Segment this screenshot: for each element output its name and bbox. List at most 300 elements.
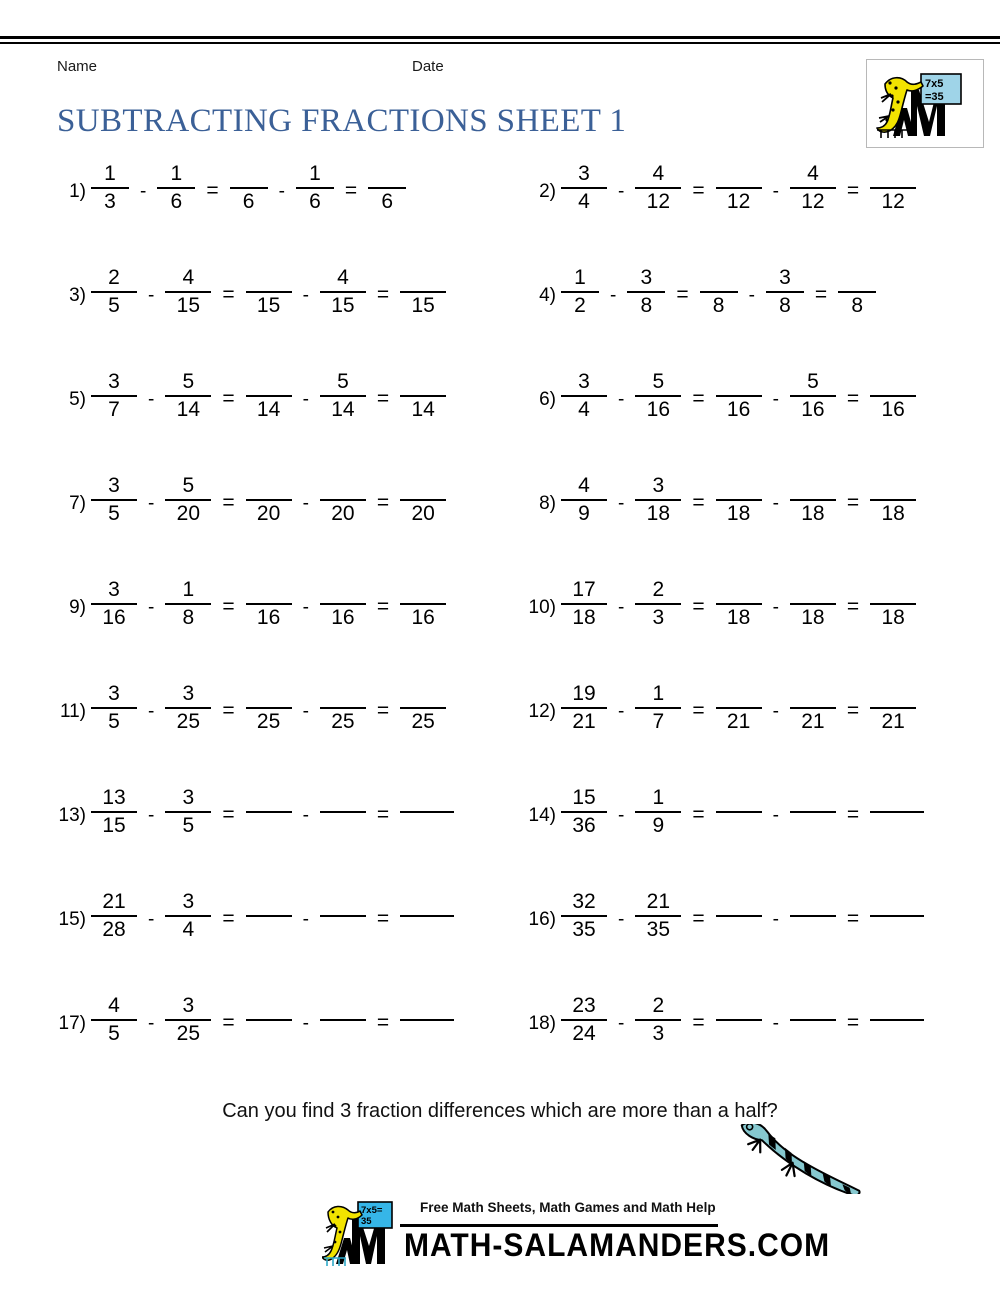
fraction-operand-2-denominator[interactable]: 6 — [170, 190, 183, 213]
answer-slot-2-bar — [766, 291, 804, 293]
fraction-operand-2-denominator[interactable]: 25 — [176, 710, 200, 733]
answer-slot-final-denominator[interactable]: 21 — [881, 710, 905, 733]
equals-operator: = — [376, 491, 390, 514]
fraction-operand-1-numerator[interactable]: 13 — [102, 785, 126, 809]
minus-operator: - — [302, 493, 309, 514]
answer-slot-1-bar — [246, 915, 292, 917]
minus-operator: - — [772, 701, 779, 722]
answer-slot-final — [400, 784, 454, 841]
problem-number: 1) — [69, 181, 86, 202]
fraction-operand-1-numerator[interactable]: 3 — [578, 161, 590, 185]
problem-number: 9) — [69, 597, 86, 618]
answer-slot-1-bar — [716, 187, 762, 189]
answer-slot-2-denominator[interactable]: 8 — [779, 294, 791, 317]
fraction-operand-1-bar — [91, 291, 137, 293]
answer-slot-2-denominator[interactable]: 16 — [331, 606, 355, 629]
answer-slot-1-denominator[interactable]: 16 — [256, 606, 281, 629]
answer-slot-final-denominator[interactable]: 14 — [411, 398, 435, 421]
fraction-operand-2-numerator[interactable]: 5 — [182, 473, 195, 497]
answer-slot-final — [870, 784, 924, 841]
fraction-operand-1 — [561, 680, 607, 737]
fraction-operand-2-numerator[interactable]: 3 — [182, 889, 195, 913]
minus-operator: - — [618, 909, 625, 930]
answer-slot-1-denominator[interactable]: 21 — [726, 710, 751, 733]
equals-operator: = — [376, 1011, 390, 1034]
fraction-operand-1-numerator[interactable]: 4 — [578, 473, 590, 497]
fraction-operand-2-bar — [165, 291, 211, 293]
fraction-operand-1-denominator[interactable]: 36 — [572, 814, 596, 837]
fraction-operand-1 — [561, 368, 607, 425]
fraction-operand-2-bar — [635, 1019, 681, 1021]
answer-slot-final-denominator[interactable]: 6 — [381, 190, 394, 213]
answer-slot-2-numerator[interactable]: 5 — [337, 369, 349, 393]
fraction-operand-1 — [91, 888, 137, 945]
answer-slot-1-denominator[interactable]: 25 — [256, 710, 281, 733]
fraction-operand-1-denominator[interactable]: 2 — [574, 294, 586, 317]
answer-slot-2-bar — [790, 1019, 836, 1021]
fraction-operand-1-numerator[interactable]: 4 — [108, 993, 120, 1017]
answer-slot-2-bar — [790, 395, 836, 397]
minus-operator: - — [302, 909, 309, 930]
fraction-operand-1-bar — [91, 1019, 137, 1021]
fraction-operand-1-bar — [561, 291, 599, 293]
equals-operator: = — [676, 283, 689, 306]
fraction-operand-2-bar — [635, 707, 681, 709]
answer-slot-final-denominator[interactable]: 18 — [881, 606, 905, 629]
fraction-operand-1 — [561, 264, 599, 321]
answer-slot-1-denominator[interactable]: 6 — [242, 190, 255, 213]
answer-slot-final — [870, 472, 916, 529]
answer-slot-2-bar — [320, 707, 366, 709]
answer-slot-final-bar — [870, 707, 916, 709]
minus-operator: - — [748, 285, 755, 306]
equals-operator: = — [376, 595, 390, 618]
problem-row — [0, 368, 1000, 472]
problem-row — [0, 680, 1000, 784]
equals-operator: = — [222, 1011, 235, 1034]
answer-slot-final-bar — [870, 915, 924, 917]
minus-operator: - — [772, 1013, 779, 1034]
page-title: SUBTRACTING FRACTIONS SHEET 1 — [57, 103, 627, 139]
problem-13 — [52, 784, 459, 856]
fraction-operand-2-bar — [635, 395, 681, 397]
minus-operator: - — [148, 493, 155, 514]
problem-1 — [52, 160, 411, 232]
fraction-operand-2-denominator[interactable]: 7 — [652, 710, 665, 733]
answer-slot-final-denominator[interactable]: 16 — [411, 606, 435, 629]
fraction-operand-2-numerator[interactable]: 3 — [182, 993, 195, 1017]
fraction-operand-1-numerator[interactable]: 23 — [572, 993, 596, 1017]
fraction-operand-1 — [91, 784, 137, 841]
answer-slot-final-denominator[interactable]: 16 — [881, 398, 905, 421]
fraction-operand-2 — [165, 368, 211, 425]
equals-operator: = — [376, 907, 390, 930]
fraction-operand-2-denominator[interactable]: 25 — [176, 1022, 200, 1045]
problem-row — [0, 472, 1000, 576]
fraction-operand-2-denominator[interactable]: 9 — [652, 814, 665, 837]
fraction-operand-2 — [635, 680, 681, 737]
answer-slot-2 — [320, 680, 366, 737]
equals-operator: = — [692, 1011, 705, 1034]
answer-slot-final-bar — [400, 395, 446, 397]
minus-operator: - — [618, 181, 625, 202]
fraction-operand-2-numerator[interactable]: 1 — [170, 161, 183, 185]
fraction-operand-1-denominator[interactable]: 4 — [578, 190, 590, 213]
fraction-operand-2-denominator[interactable]: 4 — [182, 918, 195, 941]
fraction-operand-1-denominator[interactable]: 5 — [108, 1022, 120, 1045]
fraction-operand-2-denominator[interactable]: 5 — [182, 814, 195, 837]
fraction-operand-1-numerator[interactable]: 15 — [572, 785, 596, 809]
answer-slot-final-bar — [400, 915, 454, 917]
fraction-operand-2 — [165, 472, 211, 529]
fraction-operand-1-denominator[interactable]: 24 — [572, 1022, 596, 1045]
answer-slot-1-denominator[interactable]: 14 — [256, 398, 281, 421]
equals-operator: = — [206, 179, 219, 202]
answer-slot-final — [870, 160, 916, 217]
fraction-operand-1-bar — [561, 1019, 607, 1021]
fraction-operand-2 — [165, 888, 211, 945]
fraction-operand-1-denominator[interactable]: 18 — [572, 606, 596, 629]
fraction-operand-2-bar — [635, 499, 681, 501]
fraction-operand-1-denominator[interactable]: 28 — [102, 918, 126, 941]
answer-slot-final-bar — [400, 499, 446, 501]
answer-slot-1 — [246, 368, 292, 425]
equals-operator: = — [222, 803, 235, 826]
fraction-operand-2-numerator[interactable]: 4 — [652, 161, 665, 185]
answer-slot-2-denominator[interactable]: 12 — [801, 190, 825, 213]
minus-operator: - — [302, 389, 309, 410]
problem-row — [0, 160, 1000, 264]
answer-slot-final — [838, 264, 876, 321]
problem-number: 10) — [528, 597, 556, 618]
minus-operator: - — [302, 701, 309, 722]
fraction-operand-1-numerator[interactable]: 3 — [108, 369, 120, 393]
fraction-operand-2-bar — [627, 291, 665, 293]
fraction-operand-1-numerator[interactable]: 3 — [578, 369, 590, 393]
fraction-operand-2-numerator[interactable]: 3 — [640, 265, 653, 289]
fraction-operand-2-numerator[interactable]: 3 — [182, 681, 195, 705]
fraction-operand-1-numerator[interactable]: 19 — [572, 681, 596, 705]
fraction-operand-2-denominator[interactable]: 3 — [652, 1022, 665, 1045]
answer-slot-2-bar — [790, 707, 836, 709]
fraction-operand-2 — [165, 992, 211, 1049]
problem-number: 4) — [539, 285, 556, 306]
fraction-operand-2-denominator[interactable]: 14 — [176, 398, 200, 421]
equals-operator: = — [692, 595, 705, 618]
problem-16 — [522, 888, 929, 960]
fraction-operand-2-numerator[interactable]: 1 — [182, 577, 195, 601]
fraction-operand-2-numerator[interactable]: 1 — [652, 785, 665, 809]
answer-slot-2-denominator[interactable]: 15 — [331, 294, 355, 317]
answer-slot-1-bar — [246, 811, 292, 813]
answer-slot-2-denominator[interactable]: 18 — [801, 606, 825, 629]
answer-slot-final-denominator[interactable]: 20 — [411, 502, 435, 525]
answer-slot-final — [870, 992, 924, 1049]
equals-operator: = — [344, 179, 358, 202]
fraction-operand-1-denominator[interactable]: 5 — [108, 294, 120, 317]
fraction-operand-1 — [561, 992, 607, 1049]
answer-slot-2-bar — [320, 291, 366, 293]
fraction-operand-2 — [165, 576, 211, 633]
problem-number: 7) — [69, 493, 86, 514]
answer-slot-final — [870, 888, 924, 945]
fraction-operand-2-bar — [165, 1019, 211, 1021]
fraction-operand-1-bar — [561, 395, 607, 397]
problem-9 — [52, 576, 451, 648]
fraction-operand-2-bar — [165, 811, 211, 813]
fraction-operand-2-denominator[interactable]: 8 — [182, 606, 195, 629]
answer-slot-final-bar — [870, 603, 916, 605]
answer-slot-2-denominator[interactable]: 20 — [331, 502, 355, 525]
answer-slot-1-bar — [716, 707, 762, 709]
fraction-operand-2-numerator[interactable]: 21 — [646, 889, 670, 913]
answer-slot-final — [400, 576, 446, 633]
fraction-operand-1 — [91, 368, 137, 425]
answer-slot-2 — [320, 576, 366, 633]
answer-slot-final-denominator[interactable]: 18 — [881, 502, 905, 525]
fraction-operand-2 — [635, 992, 681, 1049]
problem-number: 18) — [528, 1013, 556, 1034]
fraction-operand-2-numerator[interactable]: 5 — [652, 369, 665, 393]
answer-slot-final — [400, 992, 454, 1049]
fraction-operand-1-bar — [561, 707, 607, 709]
answer-slot-2-bar — [320, 1019, 366, 1021]
answer-slot-1 — [230, 160, 268, 217]
problem-2 — [522, 160, 921, 232]
answer-slot-2-denominator[interactable]: 21 — [801, 710, 825, 733]
fraction-operand-2-denominator[interactable]: 20 — [176, 502, 200, 525]
problem-14 — [522, 784, 929, 856]
problem-11 — [52, 680, 451, 752]
fraction-operand-1-denominator[interactable]: 3 — [104, 190, 116, 213]
answer-slot-2 — [320, 784, 366, 841]
fraction-operand-1-denominator[interactable]: 7 — [108, 398, 120, 421]
answer-slot-1 — [716, 576, 762, 633]
fraction-operand-1-numerator[interactable]: 3 — [108, 473, 120, 497]
fraction-operand-2-denominator[interactable]: 18 — [646, 502, 670, 525]
equals-operator: = — [846, 1011, 860, 1034]
answer-slot-2 — [766, 264, 804, 321]
fraction-operand-1 — [91, 992, 137, 1049]
answer-slot-2-bar — [790, 187, 836, 189]
problem-row — [0, 992, 1000, 1096]
fraction-operand-2-denominator[interactable]: 3 — [652, 606, 665, 629]
minus-operator: - — [772, 493, 779, 514]
fraction-operand-1-numerator[interactable]: 21 — [102, 889, 126, 913]
fraction-operand-1-denominator[interactable]: 5 — [108, 502, 120, 525]
answer-slot-1-denominator[interactable]: 16 — [726, 398, 751, 421]
answer-slot-2-denominator[interactable]: 14 — [331, 398, 355, 421]
fraction-operand-1 — [91, 160, 129, 217]
fraction-operand-2 — [165, 264, 211, 321]
answer-slot-2-denominator[interactable]: 18 — [801, 502, 825, 525]
fraction-operand-1-denominator[interactable]: 21 — [572, 710, 596, 733]
fraction-operand-2-denominator[interactable]: 16 — [646, 398, 670, 421]
fraction-operand-1-denominator[interactable]: 16 — [102, 606, 126, 629]
answer-slot-final-bar — [400, 1019, 454, 1021]
fraction-operand-2-numerator[interactable]: 2 — [652, 577, 665, 601]
answer-slot-2-bar — [790, 811, 836, 813]
fraction-operand-1-numerator[interactable]: 32 — [572, 889, 596, 913]
answer-slot-2 — [790, 368, 836, 425]
answer-slot-2-bar — [320, 603, 366, 605]
answer-slot-1-bar — [716, 811, 762, 813]
fraction-operand-2-bar — [165, 707, 211, 709]
problem-number: 15) — [58, 909, 86, 930]
math-salamanders-logo-icon — [867, 60, 981, 145]
answer-slot-1-denominator[interactable]: 15 — [256, 294, 281, 317]
answer-slot-1-bar — [246, 291, 292, 293]
answer-slot-final — [400, 472, 446, 529]
answer-slot-final — [400, 264, 446, 321]
answer-slot-2-numerator[interactable]: 5 — [807, 369, 819, 393]
problem-row — [0, 576, 1000, 680]
fraction-operand-2-bar — [635, 187, 681, 189]
answer-slot-2 — [320, 992, 366, 1049]
problem-number: 8) — [539, 493, 556, 514]
answer-slot-2-denominator[interactable]: 6 — [309, 190, 321, 213]
answer-slot-2 — [790, 680, 836, 737]
fraction-operand-2-numerator[interactable]: 3 — [652, 473, 665, 497]
answer-slot-final-denominator[interactable]: 25 — [411, 710, 435, 733]
equals-operator: = — [376, 387, 390, 410]
equals-operator: = — [222, 491, 235, 514]
answer-slot-1-denominator[interactable]: 8 — [712, 294, 725, 317]
equals-operator: = — [846, 387, 860, 410]
fraction-operand-2-bar — [165, 395, 211, 397]
fraction-operand-1-numerator[interactable]: 1 — [574, 265, 586, 289]
fraction-operand-1-numerator[interactable]: 2 — [108, 265, 120, 289]
fraction-operand-2-bar — [165, 603, 211, 605]
answer-slot-2 — [296, 160, 334, 217]
answer-slot-final-denominator[interactable]: 8 — [851, 294, 864, 317]
svg-text:=35: =35 — [925, 91, 944, 103]
problem-row — [0, 784, 1000, 888]
fraction-operand-2-denominator[interactable]: 35 — [646, 918, 670, 941]
fraction-operand-1 — [91, 472, 137, 529]
equals-operator: = — [692, 803, 705, 826]
answer-slot-1-bar — [716, 603, 762, 605]
fraction-operand-2-denominator[interactable]: 12 — [646, 190, 670, 213]
minus-operator: - — [140, 181, 147, 202]
fraction-operand-2 — [635, 576, 681, 633]
answer-slot-final — [400, 680, 446, 737]
fraction-operand-2-bar — [635, 603, 681, 605]
answer-slot-1-denominator[interactable]: 12 — [726, 190, 751, 213]
problem-number: 14) — [528, 805, 556, 826]
fraction-operand-1-denominator[interactable]: 15 — [102, 814, 126, 837]
problem-number: 17) — [58, 1013, 86, 1034]
fraction-operand-1-numerator[interactable]: 3 — [108, 577, 120, 601]
problem-3 — [52, 264, 451, 336]
answer-slot-1-denominator[interactable]: 18 — [726, 502, 751, 525]
problem-12 — [522, 680, 921, 752]
fraction-operand-2-numerator[interactable]: 5 — [182, 369, 195, 393]
answer-slot-2 — [790, 576, 836, 633]
name-date-row — [0, 58, 1000, 82]
fraction-operand-1-bar — [91, 707, 137, 709]
header-rule-thin — [0, 42, 1000, 44]
answer-slot-1 — [700, 264, 738, 321]
name-label: Name — [57, 58, 98, 75]
answer-slot-final-bar — [400, 811, 454, 813]
footer-question: Can you find 3 fraction differences which are more than a half? — [222, 1100, 778, 1122]
answer-slot-final-bar — [870, 1019, 924, 1021]
fraction-operand-2-numerator[interactable]: 1 — [652, 681, 665, 705]
fraction-operand-1-numerator[interactable]: 3 — [108, 681, 120, 705]
problem-number: 13) — [58, 805, 86, 826]
fraction-operand-1-bar — [561, 811, 607, 813]
answer-slot-final-denominator[interactable]: 12 — [881, 190, 905, 213]
site-branding — [322, 1192, 831, 1272]
fraction-operand-1-bar — [561, 915, 607, 917]
fraction-operand-1 — [91, 576, 137, 633]
answer-slot-1 — [246, 888, 292, 945]
answer-slot-2-numerator[interactable]: 3 — [779, 265, 791, 289]
fraction-operand-1-denominator[interactable]: 35 — [572, 918, 596, 941]
fraction-operand-1 — [561, 784, 607, 841]
answer-slot-final-bar — [400, 603, 446, 605]
problem-15 — [52, 888, 459, 960]
equals-operator: = — [376, 803, 390, 826]
fraction-operand-2-denominator[interactable]: 8 — [640, 294, 653, 317]
answer-slot-1 — [246, 784, 292, 841]
fraction-operand-1-bar — [91, 811, 137, 813]
answer-slot-1 — [716, 160, 762, 217]
minus-operator: - — [148, 1013, 155, 1034]
answer-slot-2-bar — [320, 811, 366, 813]
answer-slot-1 — [246, 264, 292, 321]
problem-18 — [522, 992, 929, 1064]
fraction-operand-2-denominator[interactable]: 15 — [176, 294, 200, 317]
answer-slot-1 — [716, 888, 762, 945]
answer-slot-1-bar — [716, 915, 762, 917]
answer-slot-2-numerator[interactable]: 4 — [807, 161, 819, 185]
fraction-operand-1 — [91, 680, 137, 737]
answer-slot-1-denominator[interactable]: 18 — [726, 606, 751, 629]
fraction-operand-1-bar — [561, 187, 607, 189]
answer-slot-1-denominator[interactable]: 20 — [256, 502, 281, 525]
answer-slot-2-numerator[interactable]: 1 — [309, 161, 321, 185]
problem-row — [0, 264, 1000, 368]
fraction-operand-2-numerator[interactable]: 2 — [652, 993, 665, 1017]
fraction-operand-1-numerator[interactable]: 17 — [572, 577, 596, 601]
answer-slot-1-bar — [246, 603, 292, 605]
equals-operator: = — [846, 179, 860, 202]
answer-slot-final-denominator[interactable]: 15 — [411, 294, 435, 317]
answer-slot-2-bar — [320, 499, 366, 501]
answer-slot-final-bar — [400, 291, 446, 293]
answer-slot-1 — [246, 472, 292, 529]
date-label: Date — [412, 58, 444, 75]
answer-slot-2-denominator[interactable]: 25 — [331, 710, 355, 733]
fraction-operand-2-bar — [165, 499, 211, 501]
answer-slot-2-denominator[interactable]: 16 — [801, 398, 825, 421]
fraction-operand-2-numerator[interactable]: 4 — [182, 265, 195, 289]
fraction-operand-1-denominator[interactable]: 4 — [578, 398, 590, 421]
fraction-operand-2-numerator[interactable]: 3 — [182, 785, 195, 809]
answer-slot-1-bar — [246, 395, 292, 397]
fraction-operand-1-denominator[interactable]: 5 — [108, 710, 120, 733]
answer-slot-final — [870, 680, 916, 737]
fraction-operand-1-denominator[interactable]: 9 — [578, 502, 590, 525]
fraction-operand-2-bar — [635, 915, 681, 917]
problem-7 — [52, 472, 451, 544]
minus-operator: - — [148, 805, 155, 826]
branding-url: MATH-SALAMANDERS.COM — [404, 1228, 831, 1264]
answer-slot-2-numerator[interactable]: 4 — [337, 265, 349, 289]
fraction-operand-1-numerator[interactable]: 1 — [104, 161, 116, 185]
